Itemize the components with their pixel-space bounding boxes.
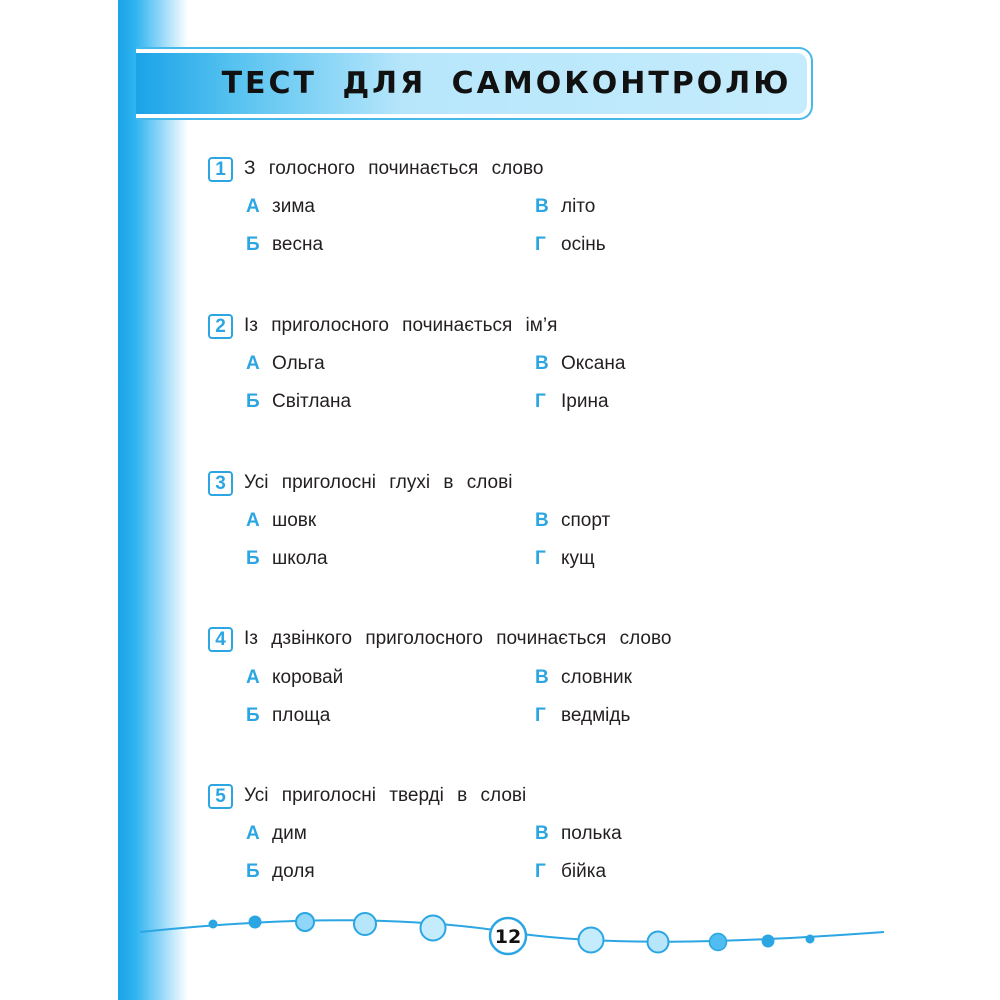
option-text: осінь bbox=[561, 234, 606, 255]
question-number: 2 bbox=[208, 314, 233, 339]
option-letter: А bbox=[246, 667, 260, 688]
question-number: 3 bbox=[208, 471, 233, 496]
question-number: 5 bbox=[208, 784, 233, 809]
question-number: 4 bbox=[208, 627, 233, 652]
option-text: словник bbox=[561, 667, 632, 688]
page-title: ТЕСТ ДЛЯ САМОКОНТРОЛЮ bbox=[221, 66, 792, 101]
option-text: Ольга bbox=[272, 353, 325, 374]
option-letter: Г bbox=[535, 391, 546, 412]
option-letter: Б bbox=[246, 548, 260, 569]
option-letter: Б bbox=[246, 705, 260, 726]
option-letter: А bbox=[246, 510, 260, 531]
bead bbox=[762, 935, 775, 948]
bead bbox=[249, 916, 262, 929]
question-text: З голосного починається слово bbox=[244, 158, 544, 179]
option-text: весна bbox=[272, 234, 324, 255]
option-letter: А bbox=[246, 353, 260, 374]
option-text: спорт bbox=[561, 510, 611, 531]
question-text: Усі приголосні тверді в слові bbox=[244, 785, 527, 806]
option-letter: Б bbox=[246, 391, 260, 412]
option-text: площа bbox=[272, 705, 331, 726]
option-text: бійка bbox=[561, 861, 607, 882]
option-letter: Г bbox=[535, 861, 546, 882]
bead bbox=[209, 920, 218, 929]
bead bbox=[421, 916, 446, 941]
option-text: кущ bbox=[561, 548, 595, 569]
option-text: ведмідь bbox=[561, 705, 631, 726]
option-text: Оксана bbox=[561, 353, 626, 374]
option-letter: В bbox=[535, 196, 549, 217]
bead bbox=[354, 913, 376, 935]
option-text: Світлана bbox=[272, 391, 352, 412]
bead bbox=[296, 913, 314, 931]
option-letter: В bbox=[535, 823, 549, 844]
question-text: Із дзвінкого приголосного починається слово bbox=[244, 628, 672, 649]
option-letter: Б bbox=[246, 234, 260, 255]
option-letter: Г bbox=[535, 548, 546, 569]
option-text: шовк bbox=[272, 510, 317, 531]
option-letter: Б bbox=[246, 861, 260, 882]
bead bbox=[579, 928, 604, 953]
bead bbox=[806, 935, 815, 944]
option-letter: А bbox=[246, 823, 260, 844]
option-letter: Г bbox=[535, 234, 546, 255]
option-text: зима bbox=[272, 196, 315, 217]
option-text: доля bbox=[272, 861, 315, 882]
option-letter: Г bbox=[535, 705, 546, 726]
option-text: полька bbox=[561, 823, 622, 844]
question-text: Із приголосного починається ім’я bbox=[244, 315, 558, 336]
option-text: літо bbox=[561, 196, 596, 217]
question-number: 1 bbox=[208, 157, 233, 182]
page-number: 12 bbox=[494, 926, 522, 948]
bead bbox=[648, 932, 669, 953]
option-letter: А bbox=[246, 196, 260, 217]
question-text: Усі приголосні глухі в слові bbox=[244, 472, 513, 493]
option-text: дим bbox=[272, 823, 307, 844]
option-text: коровай bbox=[272, 667, 344, 688]
option-text: школа bbox=[272, 548, 328, 569]
bead bbox=[710, 934, 727, 951]
option-text: Ірина bbox=[561, 391, 609, 412]
option-letter: В bbox=[535, 353, 549, 374]
option-letter: В bbox=[535, 667, 549, 688]
option-letter: В bbox=[535, 510, 549, 531]
